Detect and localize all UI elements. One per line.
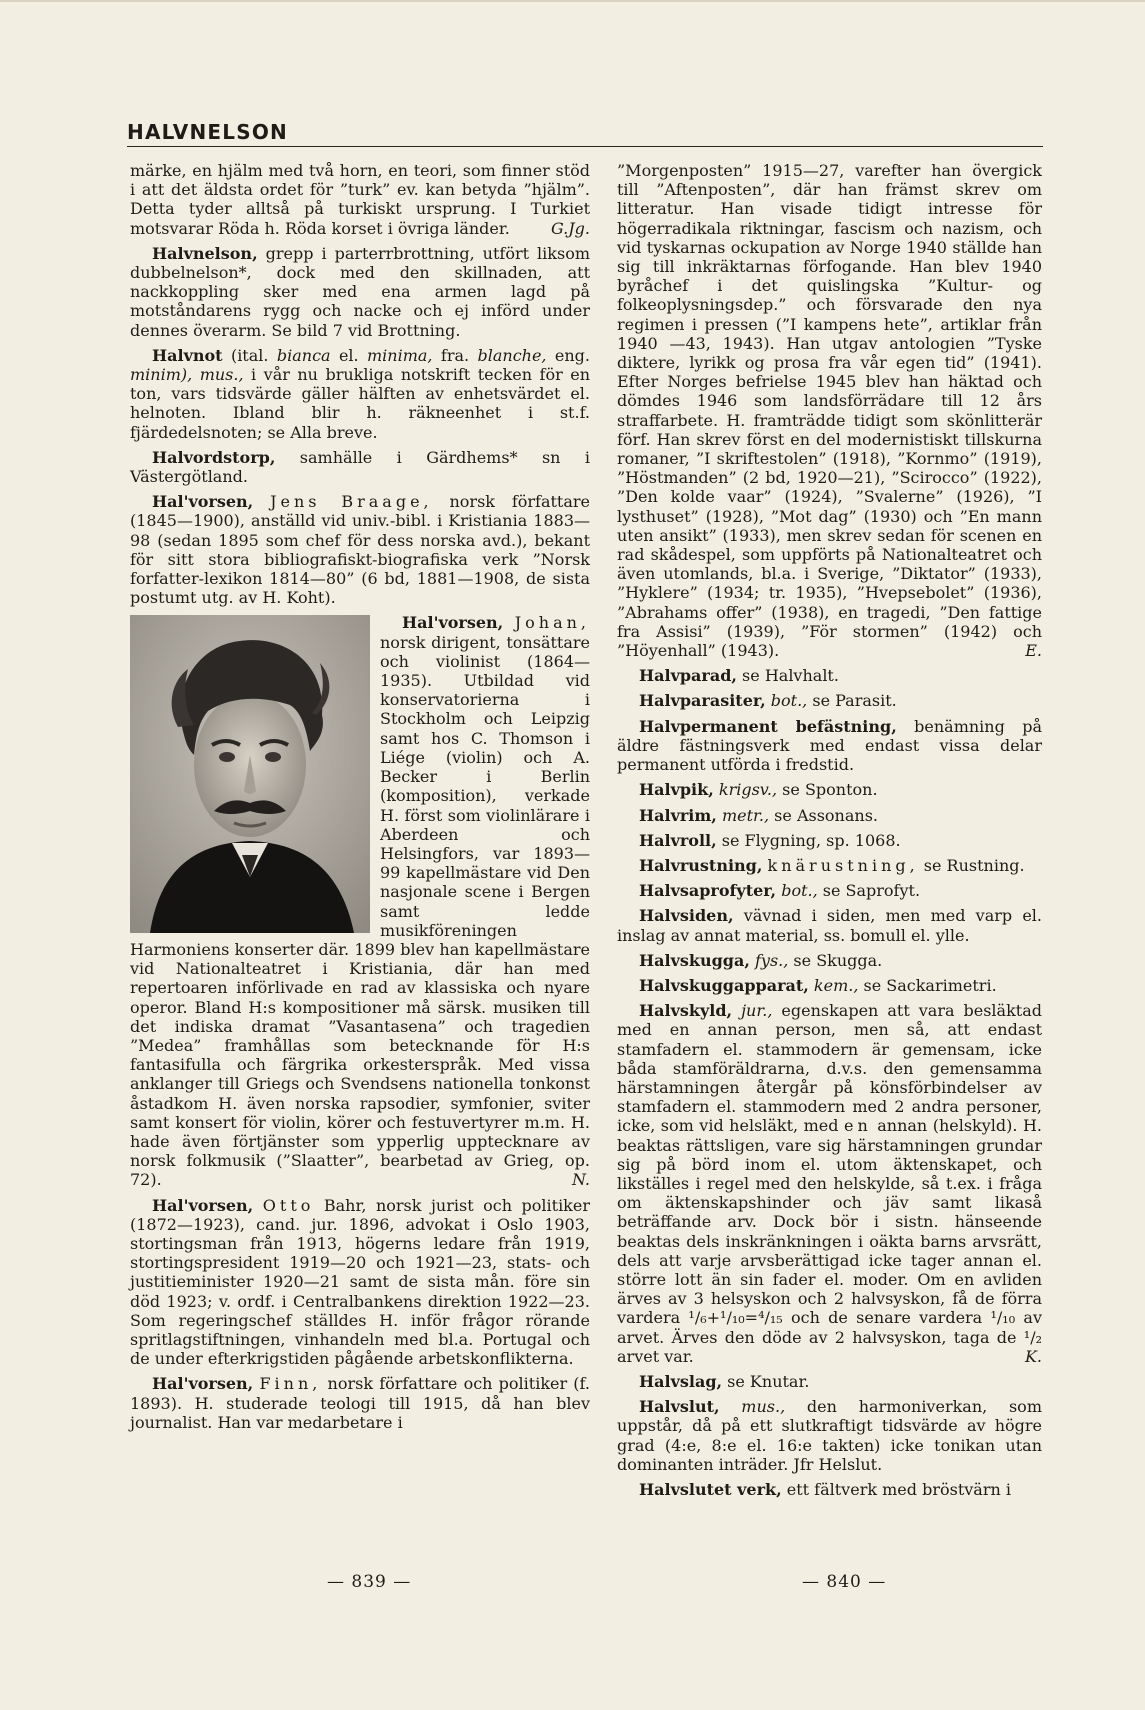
entry-text: se Halvhalt. (736, 666, 839, 686)
entry-halvslag (617, 1372, 1042, 1391)
right-column (617, 161, 1042, 1505)
entry-text: egenskapen att vara besläktad med en annan person, men så, att endast stamfadern el. stammodern är gemensam, icke båda stamföräldrarna, d.v.s. den gemensamma härstamningen återgår på könsförbindelser av stamfadern el. stammodern med 2 andra personer, icke, som vid helsläkt, med (617, 1001, 1042, 1136)
author-signature: E. (1025, 641, 1042, 661)
entry-text: el. (330, 345, 367, 365)
author-signature: K. (1024, 1346, 1042, 1366)
headword: Halvnot (152, 345, 223, 365)
entry-text: ett fältverk med bröstvärn i (781, 1480, 1011, 1499)
entry-halvnot (130, 346, 590, 442)
entry-halvpik (617, 780, 1042, 799)
headword: Halvskuggapparat, (639, 975, 809, 995)
entry-text: fra. (432, 345, 478, 365)
entry-halvskugga (617, 951, 1042, 970)
entry-halvslut (617, 1397, 1042, 1474)
entry-text: se Parasit. (807, 691, 897, 711)
left-column (130, 161, 590, 1438)
entry-halvslutet-verk (617, 1480, 1042, 1499)
entry-text: se Skugga. (788, 950, 883, 970)
author-signature: N. (571, 1170, 590, 1190)
headword: Halvslut, (639, 1397, 720, 1417)
entry-halvskyld (617, 1001, 1042, 1366)
entry-text: grepp i parterrbrottning, utfört liksom dubbelnelson*, dock med den skillnaden, att nackkoppling sker med ena armen lagd på motståndarens rygg och nacke och ej införd under dennes överarm. Se bild 7 vid Brottning. (130, 243, 590, 340)
entry-text: benämning på äldre fästningsverk med endast vissa delar permanent utförda i fredstid. (617, 716, 1042, 775)
italic-term: bot., (765, 691, 808, 711)
entry-halvskuggapparat (617, 976, 1042, 995)
entry-halvnelson (130, 244, 590, 340)
spaced-name: Finn, (259, 1374, 322, 1394)
portrait-photo (130, 615, 370, 933)
headword: Hal'vorsen, (152, 1374, 254, 1394)
entry-text: se Sponton. (777, 780, 878, 800)
headword: Hal'vorsen, (152, 492, 254, 512)
entry-text: se Flygning, sp. 1068. (716, 830, 901, 850)
entry-text: samhälle i Gärdhems* sn i Västergötland. (130, 447, 590, 487)
entry-halvsiden (617, 906, 1042, 944)
headword: Hal'vorsen, (402, 613, 504, 633)
headword: Halvparad, (639, 666, 737, 686)
headword: Hal'vorsen, (152, 1195, 254, 1215)
page-number-right: — 840 — (802, 1572, 887, 1592)
entry-text: se Assonans. (769, 805, 878, 825)
entry-halvordstorp (130, 448, 590, 486)
italic-term: kem., (808, 975, 859, 995)
top-edge-rule (0, 0, 1145, 2)
entry-text: i vår nu brukliga notskrift tecken för en ton, vars tidsvärde gäller hälften av enhetsvärdet el. helnoten. Ibland blir h. räkneenhet i st.f. fjärdedelsnoten; se Alla breve. (130, 365, 590, 442)
headword: Halvskugga, (639, 950, 750, 970)
entry-text: norsk dirigent, tonsättare och violinist (1864—1935). Utbildad vid konservatorierna i Stockholm och Leipzig samt hos C. Thomson i Liége (violin) och A. Becker i Berlin (komposition), verkade H. först som violinlärare i Aberdeen och Helsingfors, var 1893—99 kapellmästare vid Den nasjonale scene i Bergen samt ledde musikföreningen Harmoniens konserter där. 1899 blev han kapellmästare vid Nationalteatret i Kristiania, där han med repertoaren införlivade en rad av klassiska och nyare operor. Bland H:s kompositioner må särsk. musiken till det indiska dramat ”Vasantasena” och tragedien ”Medea” framhållas som betecknande för H:s fantasifulla och färgrika orkesterspråk. Med vissa anklanger till Griegs och Svendsens nationella tonkonst åstadkom H. även norska rapsodier, symfonier, sviter samt konsert för violin, körer och festuvertyrer m.m. H. hade även förtjänster som ypperlig upptecknare av norsk folkmusik (”Slaatter”, bearbetad av Grieg, op. 72). (130, 632, 590, 1190)
headword: Halvordstorp, (152, 447, 276, 467)
headword: Halvsiden, (639, 906, 734, 926)
portrait-image (130, 615, 370, 933)
entry-halvrim (617, 806, 1042, 825)
italic-term: jur., (732, 1001, 773, 1021)
italic-term: minim), mus., (130, 365, 244, 385)
italic-term: fys., (749, 950, 789, 970)
entry-halvorsen-finn (130, 1374, 590, 1432)
running-head: HALVNELSON (127, 120, 288, 144)
entry-text: Bahr, norsk jurist och politiker (1872—1923), cand. jur. 1896, advokat i Oslo 1903, stortingsman från 1913, högerns ledare från 1919, stortingspresident 1919—20 och 1921—23, stats- och justitieminister 1920—21 samt de sista mån. före sin död 1923; v. ordf. i Centralbankens direktion 1922—23. Som regeringschef ställdes H. inför frågor rörande spritlagstiftningen, vinhandeln med bl.a. Portugal och de under efterkrigstiden pågående arbetskonflikterna. (130, 1195, 590, 1369)
entry-text: den harmoniverkan, som uppstår, då på ett slutkraftigt tidsvärde av högre grad (4:e, 8:e el. 16:e takten) icke tonikan utan dominanten inträder. Jfr Helslut. (617, 1397, 1042, 1474)
entry-text: norsk författare (1845—1900), anställd vid univ.-bibl. i Kristiania 1883—98 (sedan 1895 som chef för dess norska avd.), bekant för sitt stora bibliografiskt-biografiska verk ”Norsk forfatter-lexikon 1814—80” (6 bd, 1881—1908, de sista postumt utg. av H. Koht). (130, 492, 591, 608)
headword: Halvsaprofyter, (639, 881, 777, 901)
entry-halvroll (617, 831, 1042, 850)
headword: Halvparasiter, (639, 691, 766, 711)
headword: Halvrim, (639, 805, 717, 825)
headword: Halvpermanent befästning, (639, 716, 897, 736)
headword: Halvpik, (639, 780, 714, 800)
entry-text: norsk författare och politiker (f. 1893). H. studerade teologi till 1915, då han blev journalist. Han var medarbetare i (130, 1374, 590, 1432)
italic-term: blanche, (477, 345, 547, 365)
entry-halvorsen-jens (130, 492, 590, 607)
author-signature: G.Jg. (550, 218, 590, 238)
spaced-name: knärustning, (767, 855, 919, 875)
page-number-left: — 839 — (327, 1572, 412, 1592)
italic-term: bot., (776, 881, 818, 901)
entry-text: annan (helskyld). H. beaktas rättsligen, vare sig härstamningen grundar sig på börd inom el. utom äktenskapet, och likställes i regel med den helskylde, så t.ex. i fråga om äktenskapshinder och jäv samt likaså beträffande arv. Dock bör i sistn. hänseende beaktas dels inskränkningen i oäkta barns arvsrätt, dels att varje arvsberättigad icke tager annan el. större lott än sin fader el. moder. Om en avliden ärves av 3 helsyskon och 2 halvsyskon, få de förra vardera ¹/₆+¹/₁₀=⁴/₁₅ och de senare vardera ¹/₁₀ av arvet. Ärves den döde av 2 halvsyskon, taga de ¹/₂ arvet var. (617, 1116, 1042, 1366)
continued-entry (130, 161, 590, 238)
entry-halvpermanent (617, 717, 1042, 775)
spaced-name: Jens Braage, (270, 492, 433, 512)
headword: Halvrustning, (639, 855, 763, 875)
entry-text: ”Morgenposten” 1915—27, varefter han övergick till ”Aftenposten”, där han främst skrev om litteratur. Han visade tidigt intresse för högerradikala riktningar, fascism och nazism, och vid tyskarnas ockupation av Norge 1940 ställde han sig till inkräktarnas förfogande. Han blev 1940 byråchef i det quislingska ”Kultur- og folkeoplysningsdep.” och försvarade den nya regimen i pressen (”I kampens hete”, artiklar från 1940 —43, 1943). Han utgav antologien ”Tyske diktere, lyrikk og prosa fra vår egen tid” (1941). Efter Norges befrielse 1945 blev han häktad och dömdes 1946 som landsförrädare till 12 års straffarbete. H. framträdde tidigt som skönlitterär förf. Han skrev först en del modernistiskt tillskurna romaner, ”I skriftestolen” (1918), ”Kornmo” (1919), ”Höstmanden” (2 bd, 1920—21), ”Scirocco” (1922), ”Den kolde vaar” (1924), ”Svalerne” (1926), ”I lysthuset” (1928), ”Mot dag” (1930) och ”En mann uten ansikt” (1933), men skrev sedan för scenen en rad skådespel, som uppförts på Nationalteatret och även utomlands, bl.a. i Sverige, ”Diktator” (1933), ”Hyklere” (1934; tr. 1935), ”Hvepsebolet” (1936), ”Abrahams offer” (1938), en tragedi, ”Den fattige fra Assisi” (1939), ”För stormen” (1942) och ”Höyenhall” (1943). (617, 161, 1042, 661)
entry-halvorsen-johan (130, 613, 590, 1189)
entry-text: se Saprofyt. (817, 881, 921, 901)
entry-text: se Knutar. (722, 1371, 810, 1391)
entry-halvsaprofyter (617, 881, 1042, 900)
entry-halvorsen-otto (130, 1196, 590, 1369)
spaced-name: Otto (262, 1195, 315, 1215)
headword: Halvnelson, (152, 243, 258, 263)
entry-halvrustning (617, 856, 1042, 875)
italic-term: mus., (719, 1397, 786, 1417)
italic-term: krigsv., (713, 780, 778, 800)
headword: Halvslag, (639, 1371, 723, 1391)
italic-term: metr., (716, 805, 770, 825)
headword: Halvroll, (639, 830, 717, 850)
entry-halvparad (617, 666, 1042, 685)
header-rule (127, 146, 1043, 147)
spaced-name: Johan, (514, 613, 590, 633)
entry-halvparasiter (617, 691, 1042, 710)
continued-entry (617, 161, 1042, 660)
italic-term: bianca (276, 345, 331, 365)
entry-text: eng. (546, 345, 590, 365)
headword: Halvslutet verk, (639, 1480, 782, 1499)
spaced-name: en (843, 1116, 872, 1136)
entry-text: se Sackarimetri. (858, 975, 997, 995)
entry-text: vävnad i siden, men med varp el. inslag av annat material, ss. bomull el. ylle. (617, 906, 1042, 945)
italic-term: minima, (367, 345, 433, 365)
headword: Halvskyld, (639, 1001, 733, 1021)
entry-text: (ital. (222, 345, 277, 365)
entry-text: se Rustning. (918, 855, 1025, 875)
entry-text: märke, en hjälm med två horn, en teori, som finner stöd i att det äldsta ordet för ”turk” ev. kan betyda ”hjälm”. Detta tyder alltså på turkiskt ursprung. I Turkiet motsvarar Röda h. Röda korset i övriga länder. (130, 161, 590, 238)
